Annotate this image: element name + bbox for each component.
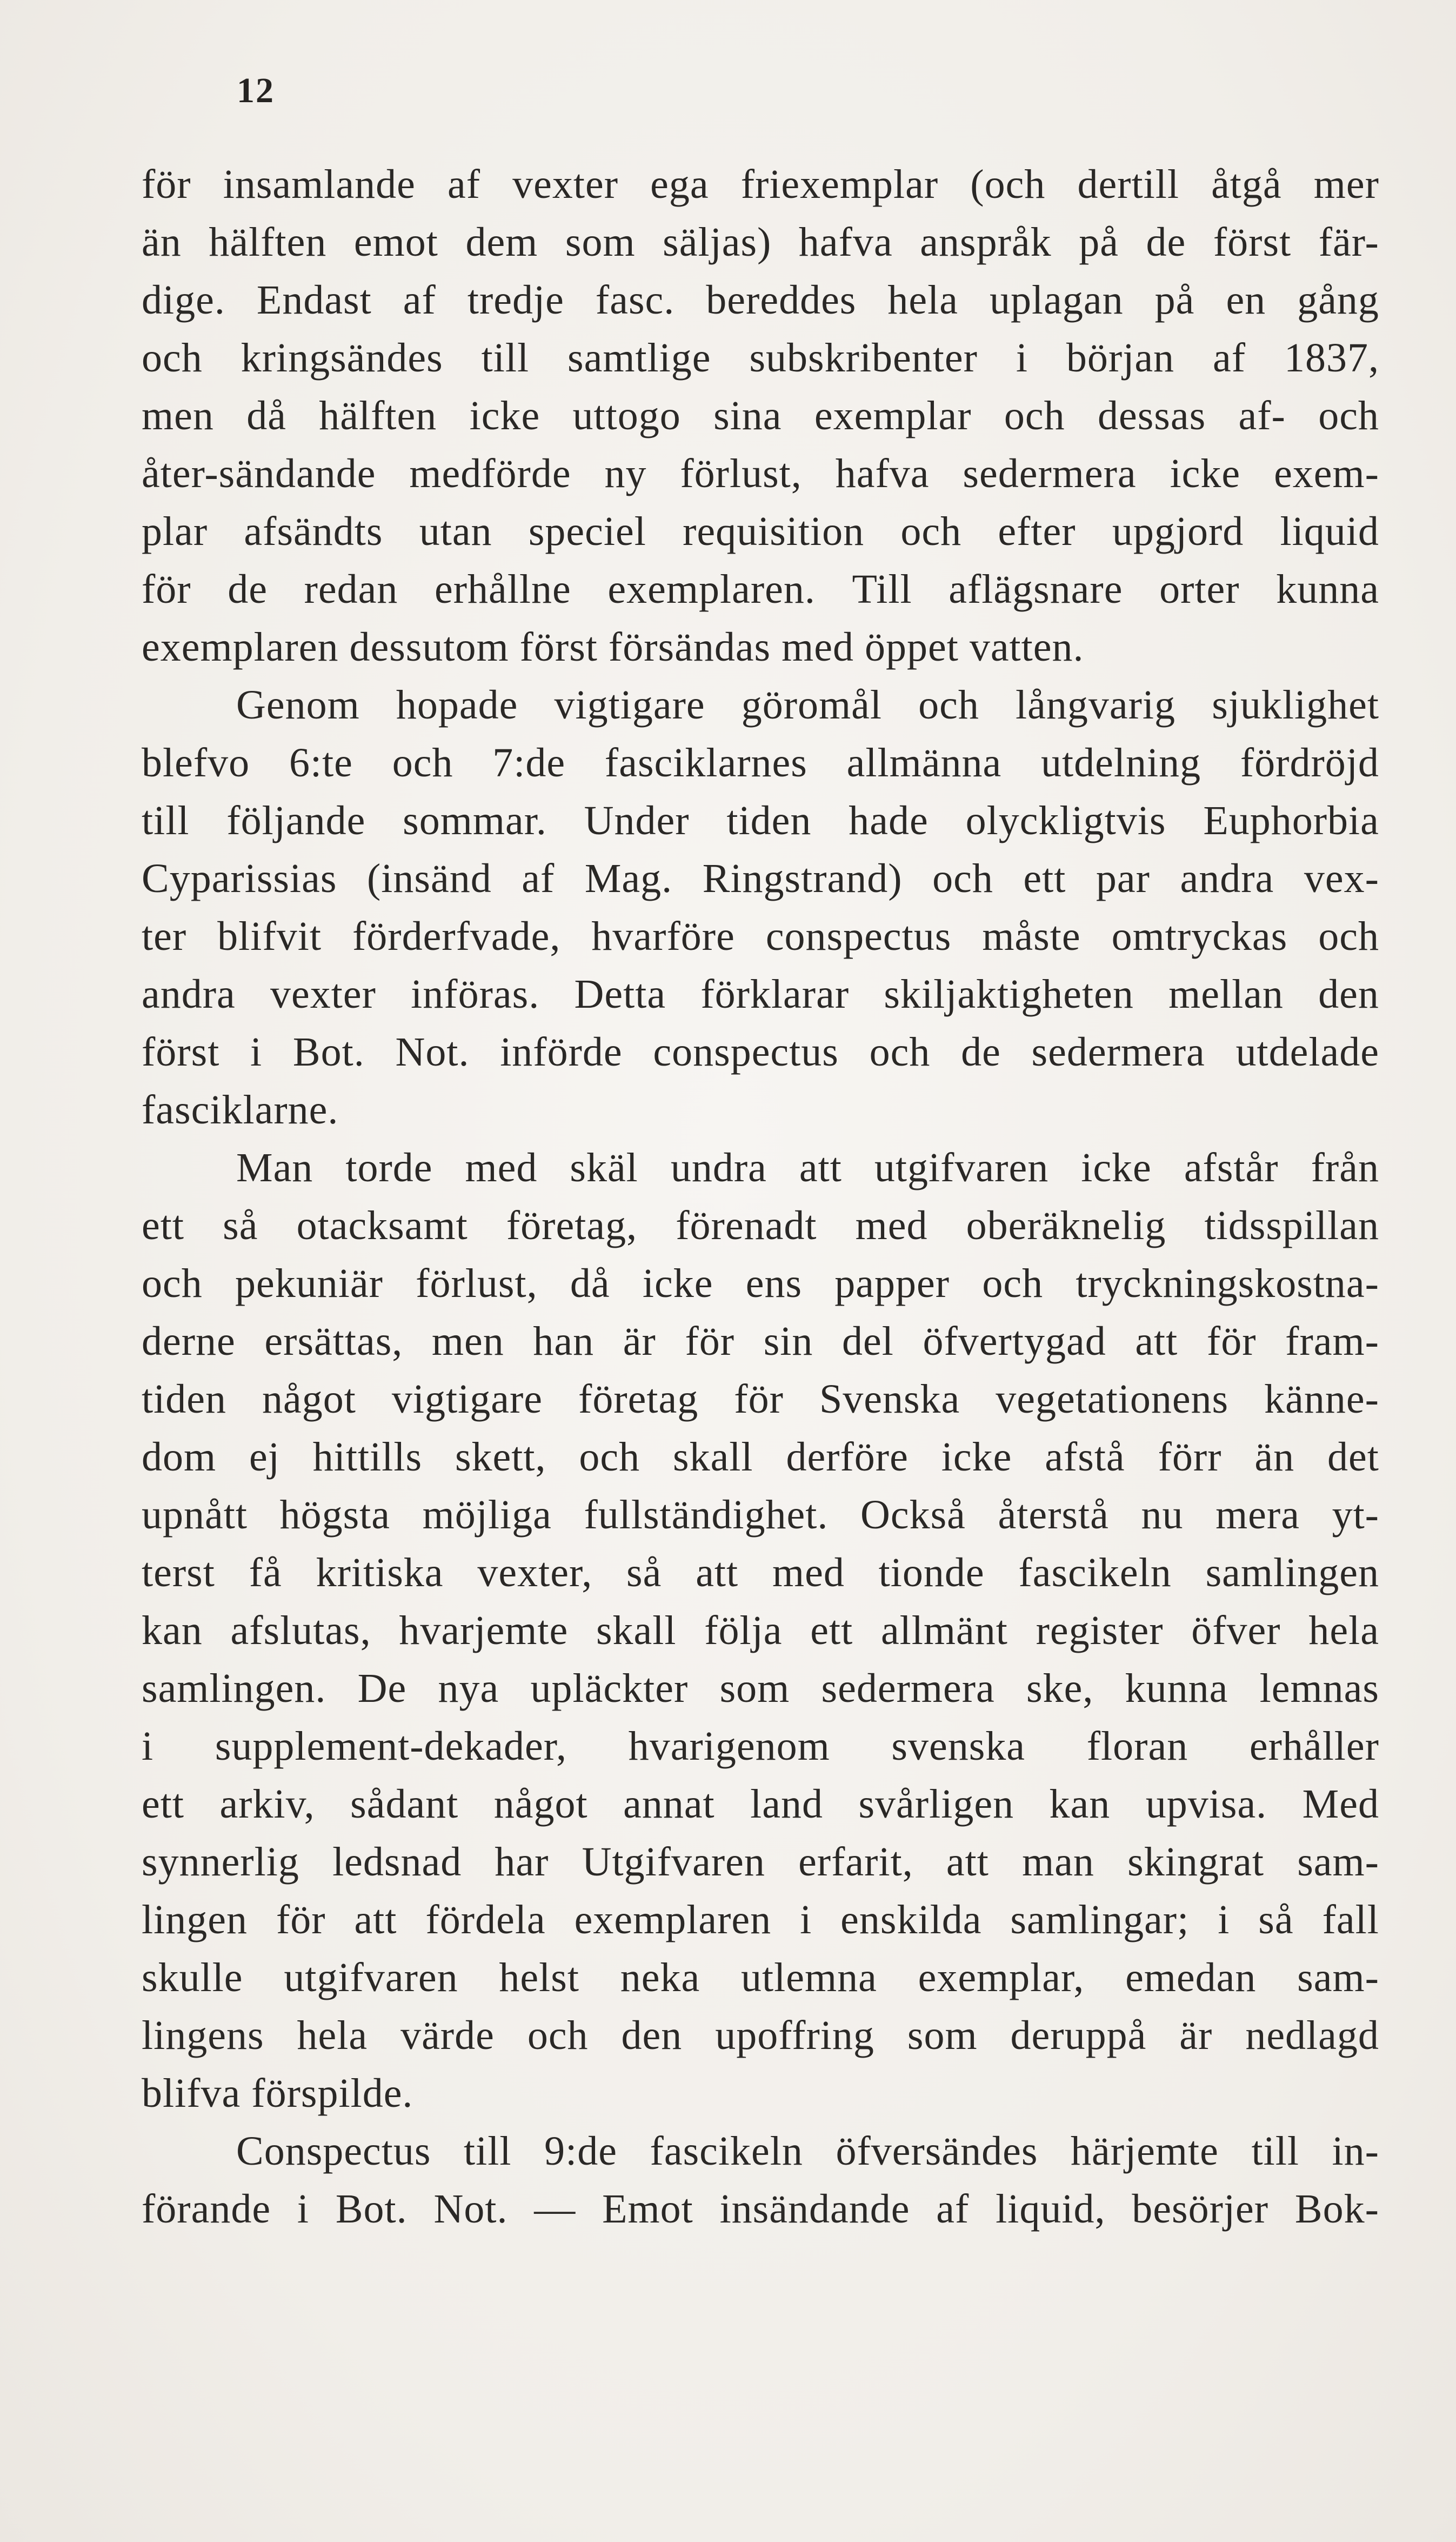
text-line: exemplaren dessutom först försändas med öppet vatten. xyxy=(142,624,1084,670)
text-line: dom ej hittills skett, och skall derföre icke afstå förr än det xyxy=(142,1434,1379,1480)
text-line: fasciklarne. xyxy=(142,1087,339,1133)
text-line: åter-sändande medförde ny förlust, hafva sedermera icke exem- xyxy=(142,451,1379,496)
text-line: derne ersättas, men han är för sin del öfvertygad att för fram- xyxy=(142,1319,1379,1364)
text-line: blefvo 6:te och 7:de fasciklarnes allmänna utdelning fördröjd xyxy=(142,740,1379,786)
text-line: andra vexter införas. Detta förklarar skiljaktigheten mellan den xyxy=(142,971,1379,1017)
text-line: terst få kritiska vexter, så att med tionde fascikeln samlingen xyxy=(142,1550,1379,1595)
text-line: blifva förspilde. xyxy=(142,2071,413,2116)
paragraph-2 xyxy=(142,676,1379,1139)
page-body-text xyxy=(142,156,1379,2238)
text-line: lingen för att fördela exemplaren i enskilda samlingar; i så fall xyxy=(142,1897,1379,1942)
text-line: Conspectus till 9:de fascikeln öfversändes härjemte till in- xyxy=(236,2128,1379,2174)
text-line: och pekuniär förlust, då icke ens papper och tryckningskostna- xyxy=(142,1261,1379,1306)
page-number: 12 xyxy=(237,71,275,110)
text-line: än hälften emot dem som säljas) hafva anspråk på de först fär- xyxy=(142,219,1379,265)
paragraph-1 xyxy=(142,156,1379,676)
text-line: för de redan erhållne exemplaren. Till aflägsnare orter kunna xyxy=(142,567,1379,612)
text-line: ett arkiv, sådant något annat land svårligen kan upvisa. Med xyxy=(142,1781,1379,1827)
text-line: i supplement-dekader, hvarigenom svenska floran erhåller xyxy=(142,1723,1379,1769)
text-line: skulle utgifvaren helst neka utlemna exemplar, emedan sam- xyxy=(142,1955,1379,2000)
text-line: Man torde med skäl undra att utgifvaren icke afstår från xyxy=(236,1145,1379,1190)
paragraph-4 xyxy=(142,2122,1379,2238)
text-line: till följande sommar. Under tiden hade olyckligtvis Euphorbia xyxy=(142,798,1379,843)
text-line: och kringsändes till samtlige subskribenter i början af 1837, xyxy=(142,335,1379,381)
text-line: upnått högsta möjliga fullständighet. Också återstå nu mera yt- xyxy=(142,1492,1379,1538)
text-line: dige. Endast af tredje fasc. bereddes hela uplagan på en gång xyxy=(142,277,1379,323)
text-line: kan afslutas, hvarjemte skall följa ett allmänt register öfver hela xyxy=(142,1608,1379,1653)
text-line: plar afsändts utan speciel requisition och efter upgjord liquid xyxy=(142,509,1379,554)
text-line: tiden något vigtigare företag för Svenska vegetationens känne- xyxy=(142,1376,1379,1422)
text-line: samlingen. De nya upläckter som sedermera ske, kunna lemnas xyxy=(142,1666,1379,1711)
text-line: ter blifvit förderfvade, hvarföre conspectus måste omtryckas och xyxy=(142,914,1379,959)
paragraph-3 xyxy=(142,1139,1379,2122)
text-line: lingens hela värde och den upoffring som deruppå är nedlagd xyxy=(142,2013,1379,2058)
text-line: Genom hopade vigtigare göromål och långvarig sjuklighet xyxy=(236,682,1379,728)
text-line: men då hälften icke uttogo sina exemplar och dessas af- och xyxy=(142,393,1379,438)
text-line: ett så otacksamt företag, förenadt med oberäknelig tidsspillan xyxy=(142,1203,1379,1248)
text-line: synnerlig ledsnad har Utgifvaren erfarit, att man skingrat sam- xyxy=(142,1839,1379,1885)
text-line: först i Bot. Not. införde conspectus och de sedermera utdelade xyxy=(142,1029,1379,1075)
text-line: förande i Bot. Not. — Emot insändande af liquid, besörjer Bok- xyxy=(142,2186,1379,2232)
text-line: för insamlande af vexter ega friexemplar (och dertill åtgå mer xyxy=(142,162,1379,207)
text-line: Cyparissias (insänd af Mag. Ringstrand) och ett par andra vex- xyxy=(142,856,1379,901)
